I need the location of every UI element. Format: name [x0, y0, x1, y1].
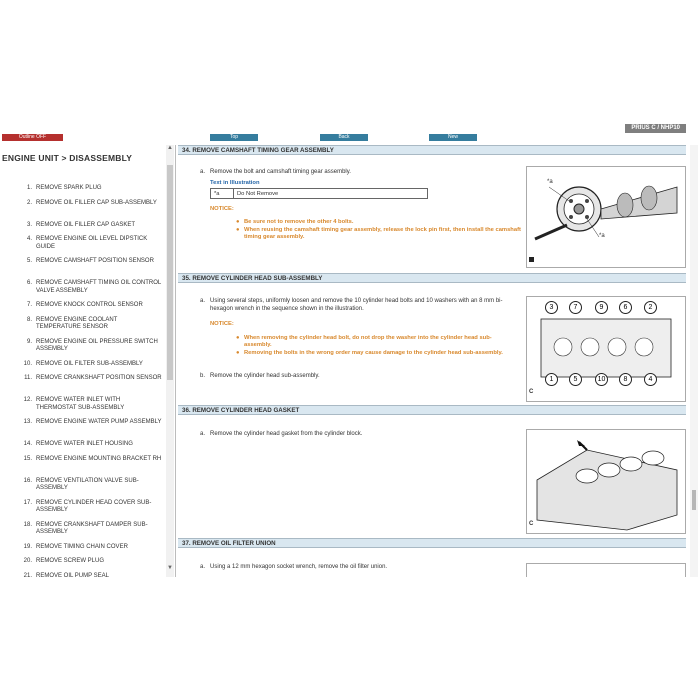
cylinder-head-gasket-illustration [526, 429, 686, 534]
sidebar-item-number: 2. [26, 199, 32, 206]
sidebar-item-number: 16. [23, 477, 32, 484]
step-text: Using several steps, uniformly loosen and remove the 10 cylinder head bolts and 10 washers with an 8 mm bi-hexagon wrench in the sequence shown in the illustration. [210, 298, 503, 312]
notice-text: Removing the bolts in the wrong order may cause damage to the cylinder head sub-assembly. [244, 350, 503, 356]
main-content [178, 145, 690, 577]
sidebar-item-number: 5. [26, 258, 32, 264]
bolt-sequence-number: 8 [619, 373, 632, 386]
sidebar-item-label: REMOVE CAMSHAFT POSITION SENSOR [36, 258, 154, 264]
bolt-sequence-number: 1 [545, 373, 558, 386]
sidebar-item-label: REMOVE WATER INLET WITH THERMOSTAT SUB-ASSEMBLY [36, 397, 125, 411]
sidebar-item-number: 20. [23, 558, 32, 564]
sidebar-item-number: 14. [23, 441, 32, 447]
bolt-sequence-number: 6 [619, 301, 632, 314]
sidebar-item-number: 6. [26, 280, 32, 286]
step-marker: a. [200, 564, 206, 570]
notice-bullet: ● [236, 227, 240, 233]
outline-off-button[interactable]: Outline OFF [2, 134, 63, 141]
section-36-header: 36. REMOVE CYLINDER HEAD GASKET [178, 405, 686, 415]
illustration-legend-table [210, 188, 428, 199]
sidebar-item-number: 12. [23, 397, 32, 403]
sidebar-item-label: REMOVE ENGINE COOLANT TEMPERATURE SENSOR [36, 316, 118, 331]
sidebar-item-label: REMOVE WATER INLET HOUSING [36, 441, 133, 447]
sidebar-item-label: REMOVE KNOCK CONTROL SENSOR [36, 302, 143, 308]
step-text: Remove the cylinder head sub-assembly. [210, 373, 320, 379]
step-text: Remove the bolt and camshaft timing gear assembly. [210, 169, 351, 175]
sidebar-item-number: 21. [23, 572, 32, 577]
step-text: Remove the cylinder head gasket from the cylinder block. [210, 431, 363, 437]
figure-corner-label: C [529, 521, 534, 527]
sidebar-item-number: 11. [24, 375, 32, 381]
camshaft-gear-illustration [526, 166, 686, 268]
sidebar-item-label: REMOVE CYLINDER HEAD COVER SUB-ASSEMBLY [36, 499, 152, 514]
figure-label: *a [599, 233, 605, 239]
main-scrollbar[interactable] [690, 145, 698, 577]
main-scroll-thumb[interactable] [692, 490, 696, 510]
figure-label: *a [547, 179, 553, 185]
sidebar-item-label: REMOVE ENGINE OIL PRESSURE SWITCH ASSEMBLY [36, 338, 158, 353]
sidebar-item-number: 4. [26, 236, 32, 242]
legend-key: *a [211, 189, 234, 199]
sidebar-item-number: 1. [26, 185, 32, 191]
scroll-down-icon[interactable]: ▼ [167, 565, 173, 571]
sidebar-item-number: 9. [26, 338, 32, 345]
bolt-sequence-number: 5 [569, 373, 582, 386]
notice-text: When removing the cylinder head bolt, do not drop the washer into the cylinder head sub-assembly. [244, 335, 492, 349]
notice-bullet: ● [236, 335, 240, 341]
bolt-sequence-number: 7 [569, 301, 582, 314]
oil-filter-union-illustration [526, 563, 686, 577]
back-button[interactable]: Back [320, 134, 368, 141]
sidebar-item-label: REMOVE ENGINE WATER PUMP ASSEMBLY [36, 419, 162, 425]
sidebar-item-number: 15. [23, 455, 32, 462]
top-button[interactable]: Top [210, 134, 258, 141]
bolt-sequence-number: 3 [545, 301, 558, 314]
sidebar-item-label: REMOVE OIL FILTER SUB-ASSEMBLY [36, 360, 143, 367]
sidebar-title: ENGINE UNIT > DISASSEMBLY [2, 153, 133, 163]
sidebar [0, 145, 176, 577]
sidebar-item-label: REMOVE ENGINE OIL LEVEL DIPSTICK GUIDE [36, 236, 148, 250]
legend-value: Do Not Remove [234, 189, 428, 199]
sidebar-item-number: 19. [23, 543, 32, 550]
sidebar-item-label: REMOVE TIMING CHAIN COVER [36, 543, 128, 550]
new-button[interactable]: New [429, 134, 477, 141]
step-marker: a. [200, 169, 206, 175]
scroll-up-icon[interactable]: ▲ [167, 145, 173, 151]
sidebar-item-label: REMOVE OIL FILLER CAP SUB-ASSEMBLY [36, 199, 157, 206]
sidebar-item-number: 18. [23, 521, 32, 528]
sidebar-item-label: REMOVE CAMSHAFT TIMING OIL CONTROL VALVE ASSEMBLY [36, 280, 162, 294]
notice-text: When reusing the camshaft timing gear assembly, release the lock pin first, then install the camshaft timing gear assembly. [244, 227, 521, 241]
notice-bullet: ● [236, 219, 240, 225]
sidebar-item-number: 10. [23, 360, 32, 367]
sidebar-item-number: 17. [23, 499, 32, 506]
text-in-illustration-label: Text in Illustration [210, 180, 260, 186]
bolt-sequence-number: 9 [595, 301, 608, 314]
sidebar-item-label: REMOVE OIL FILLER CAP GASKET [36, 221, 136, 228]
notice-bullet: ● [236, 350, 240, 356]
sidebar-item-number: 7. [26, 302, 32, 308]
section-34-header: 34. REMOVE CAMSHAFT TIMING GEAR ASSEMBLY [178, 145, 686, 155]
step-marker: a. [200, 298, 206, 304]
sidebar-item-number: 3. [26, 221, 32, 228]
figure-corner-label: C [529, 389, 534, 395]
sidebar-item-label: REMOVE SCREW PLUG [36, 558, 105, 564]
section-37-header: 37. REMOVE OIL FILTER UNION [178, 538, 686, 548]
step-marker: b. [200, 373, 206, 379]
sidebar-item-number: 8. [26, 316, 32, 323]
sidebar-item-label: REMOVE CRANKSHAFT DAMPER SUB-ASSEMBLY [36, 521, 148, 536]
bolt-sequence-number: 4 [644, 373, 657, 386]
sidebar-item-label: REMOVE SPARK PLUG [36, 185, 102, 191]
step-text: Using a 12 mm hexagon socket wrench, remove the oil filter union. [210, 564, 388, 570]
bolt-sequence-number: 10 [595, 373, 608, 386]
step-marker: a. [200, 431, 206, 437]
sidebar-item-label: REMOVE ENGINE MOUNTING BRACKET RH [36, 455, 162, 462]
notice-label: NOTICE: [210, 206, 234, 212]
notice-label: NOTICE: [210, 321, 234, 327]
vehicle-model-badge: PRIUS C / NHP10 [625, 124, 686, 133]
sidebar-item-label: REMOVE CRANKSHAFT POSITION SENSOR [36, 375, 162, 381]
sidebar-item-number: 13. [23, 419, 32, 425]
notice-text: Be sure not to remove the other 4 bolts. [244, 219, 354, 225]
cylinder-head-bolt-sequence-illustration [526, 296, 686, 402]
section-35-header: 35. REMOVE CYLINDER HEAD SUB-ASSEMBLY [178, 273, 686, 283]
sidebar-item-label: REMOVE OIL PUMP SEAL [36, 572, 110, 577]
sidebar-item-label: REMOVE VENTILATION VALVE SUB-ASSEMBLY [36, 477, 139, 492]
sidebar-scroll-thumb[interactable] [167, 165, 173, 380]
bolt-sequence-number: 2 [644, 301, 657, 314]
